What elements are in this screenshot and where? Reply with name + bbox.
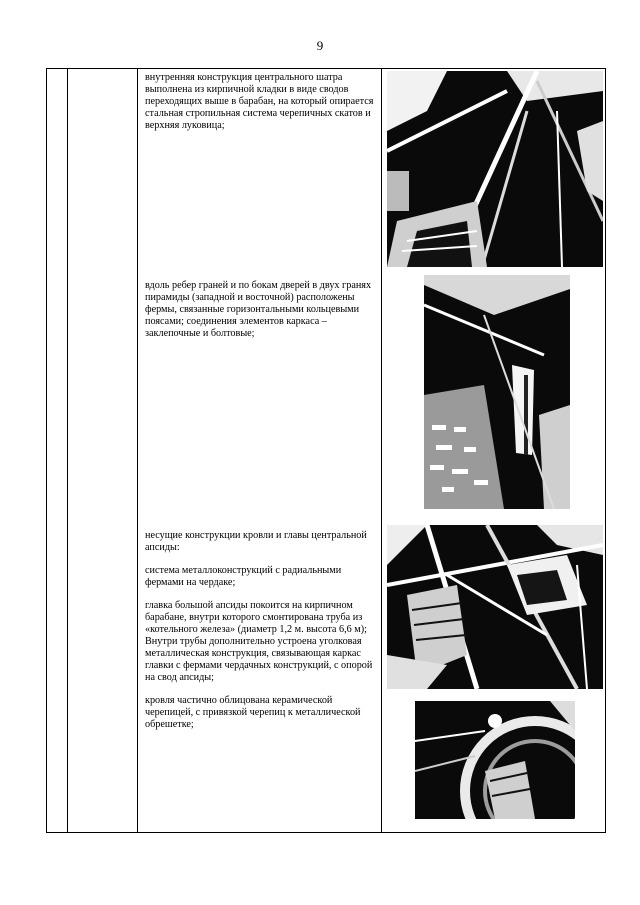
row-3-paragraph-3: главка большой апсиды покоится на кирпичном барабане, внутри которого смонтирована труба из «котельного железа» (диаметр 1,2 м. высота 6,6 м); Внутри трубы дополнительно устроена уголковая металлическая конструкция, связывающая каркас главки с фермами чердачных конструкций, с опорой на свод апсиды; — [145, 600, 373, 683]
apse-dome-interior-photo — [415, 701, 575, 819]
roof-truss-interior-photo — [387, 71, 603, 267]
row-1-paragraph-1: внутренняя конструкция центрального шатра выполнена из кирпичной кладки в виде сводов переходящих выше в барабан, на который опирается стальная стропильная система черепичных скатов и верхняя луковица; — [145, 72, 374, 131]
row-3-paragraph-2: система металлоконструкций с радиальными фермами на чердаке; — [145, 565, 342, 588]
row-3-paragraph-1: несущие конструкции кровли и главы центральной апсиды: — [145, 530, 367, 553]
attic-radial-truss-photo — [387, 525, 603, 689]
row-3-description — [145, 530, 377, 742]
row-1-description — [145, 72, 377, 143]
table-column-divider — [67, 69, 68, 832]
row-2-description — [145, 280, 377, 351]
page-number: 9 — [316, 38, 324, 53]
pyramid-truss-interior-photo — [424, 275, 570, 509]
document-table — [46, 68, 606, 833]
row-2-paragraph-1: вдоль ребер граней и по бокам дверей в двух гранях пирамиды (западной и восточной) расположены фермы, связанные горизонтальными кольцевыми поясами; соединения элементов каркаса – заклепочные и болтовые; — [145, 280, 372, 339]
table-column-divider — [137, 69, 138, 832]
table-column-divider — [381, 69, 382, 832]
row-3-paragraph-4: кровля частично облицована керамической черепицей, с привязкой черепиц к металлической обрешетке; — [145, 695, 361, 730]
